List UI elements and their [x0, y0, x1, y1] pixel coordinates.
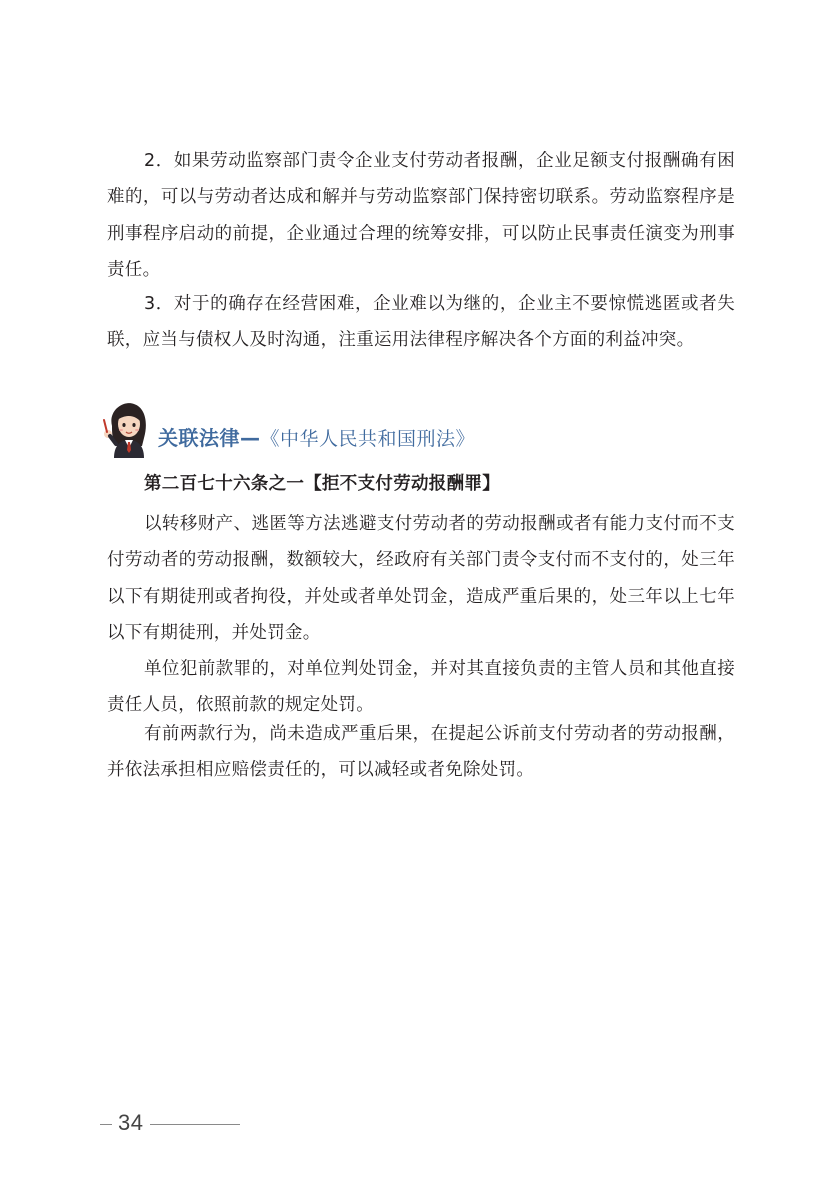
related-law-heading — [102, 398, 742, 458]
page-footer — [100, 1108, 250, 1142]
footer-dash-divider — [100, 1124, 112, 1125]
law-heading-label: 关联法律— — [158, 426, 261, 450]
footer-line-divider — [150, 1124, 240, 1125]
law-heading-title — [158, 422, 475, 451]
law-paragraph-1: 以转移财产、逃匿等方法逃避支付劳动者的劳动报酬或者有能力支付而不支付劳动者的劳动报酬，数额较大，经政府有关部门责令支付而不支付的，处三年以下有期徒刑或者拘役，并处或者单处罚金，造成严重后果的，处三年以上七年以下有期徒刑，并处罚金。 — [107, 514, 735, 644]
article-title: 第二百七十六条之一【拒不支付劳动报酬罪】 — [144, 474, 500, 494]
paragraph-2: 2．如果劳动监察部门责令企业支付劳动者报酬，企业足额支付报酬确有困难的，可以与劳动者达成和解并与劳动监察部门保持密切联系。劳动监察程序是刑事程序启动的前提，企业通过合理的统筹安排，可以防止民事责任演变为刑事责任。 — [107, 151, 735, 281]
paragraph-3: 3．对于的确存在经营困难，企业难以为继的，企业主不要惊慌逃匿或者失联，应当与债权人及时沟通，注重运用法律程序解决各个方面的利益冲突。 — [107, 294, 735, 351]
law-paragraph-2: 单位犯前款罪的，对单位判处罚金，并对其直接负责的主管人员和其他直接责任人员，依照前款的规定处罚。 — [107, 659, 735, 716]
lawyer-avatar-icon — [102, 398, 156, 458]
law-paragraph-3: 有前两款行为，尚未造成严重后果，在提起公诉前支付劳动者的劳动报酬，并依法承担相应赔偿责任的，可以减轻或者免除处罚。 — [107, 724, 735, 781]
page-number: 34 — [118, 1110, 144, 1135]
law-heading-book-title: 《中华人民共和国刑法》 — [260, 428, 476, 450]
